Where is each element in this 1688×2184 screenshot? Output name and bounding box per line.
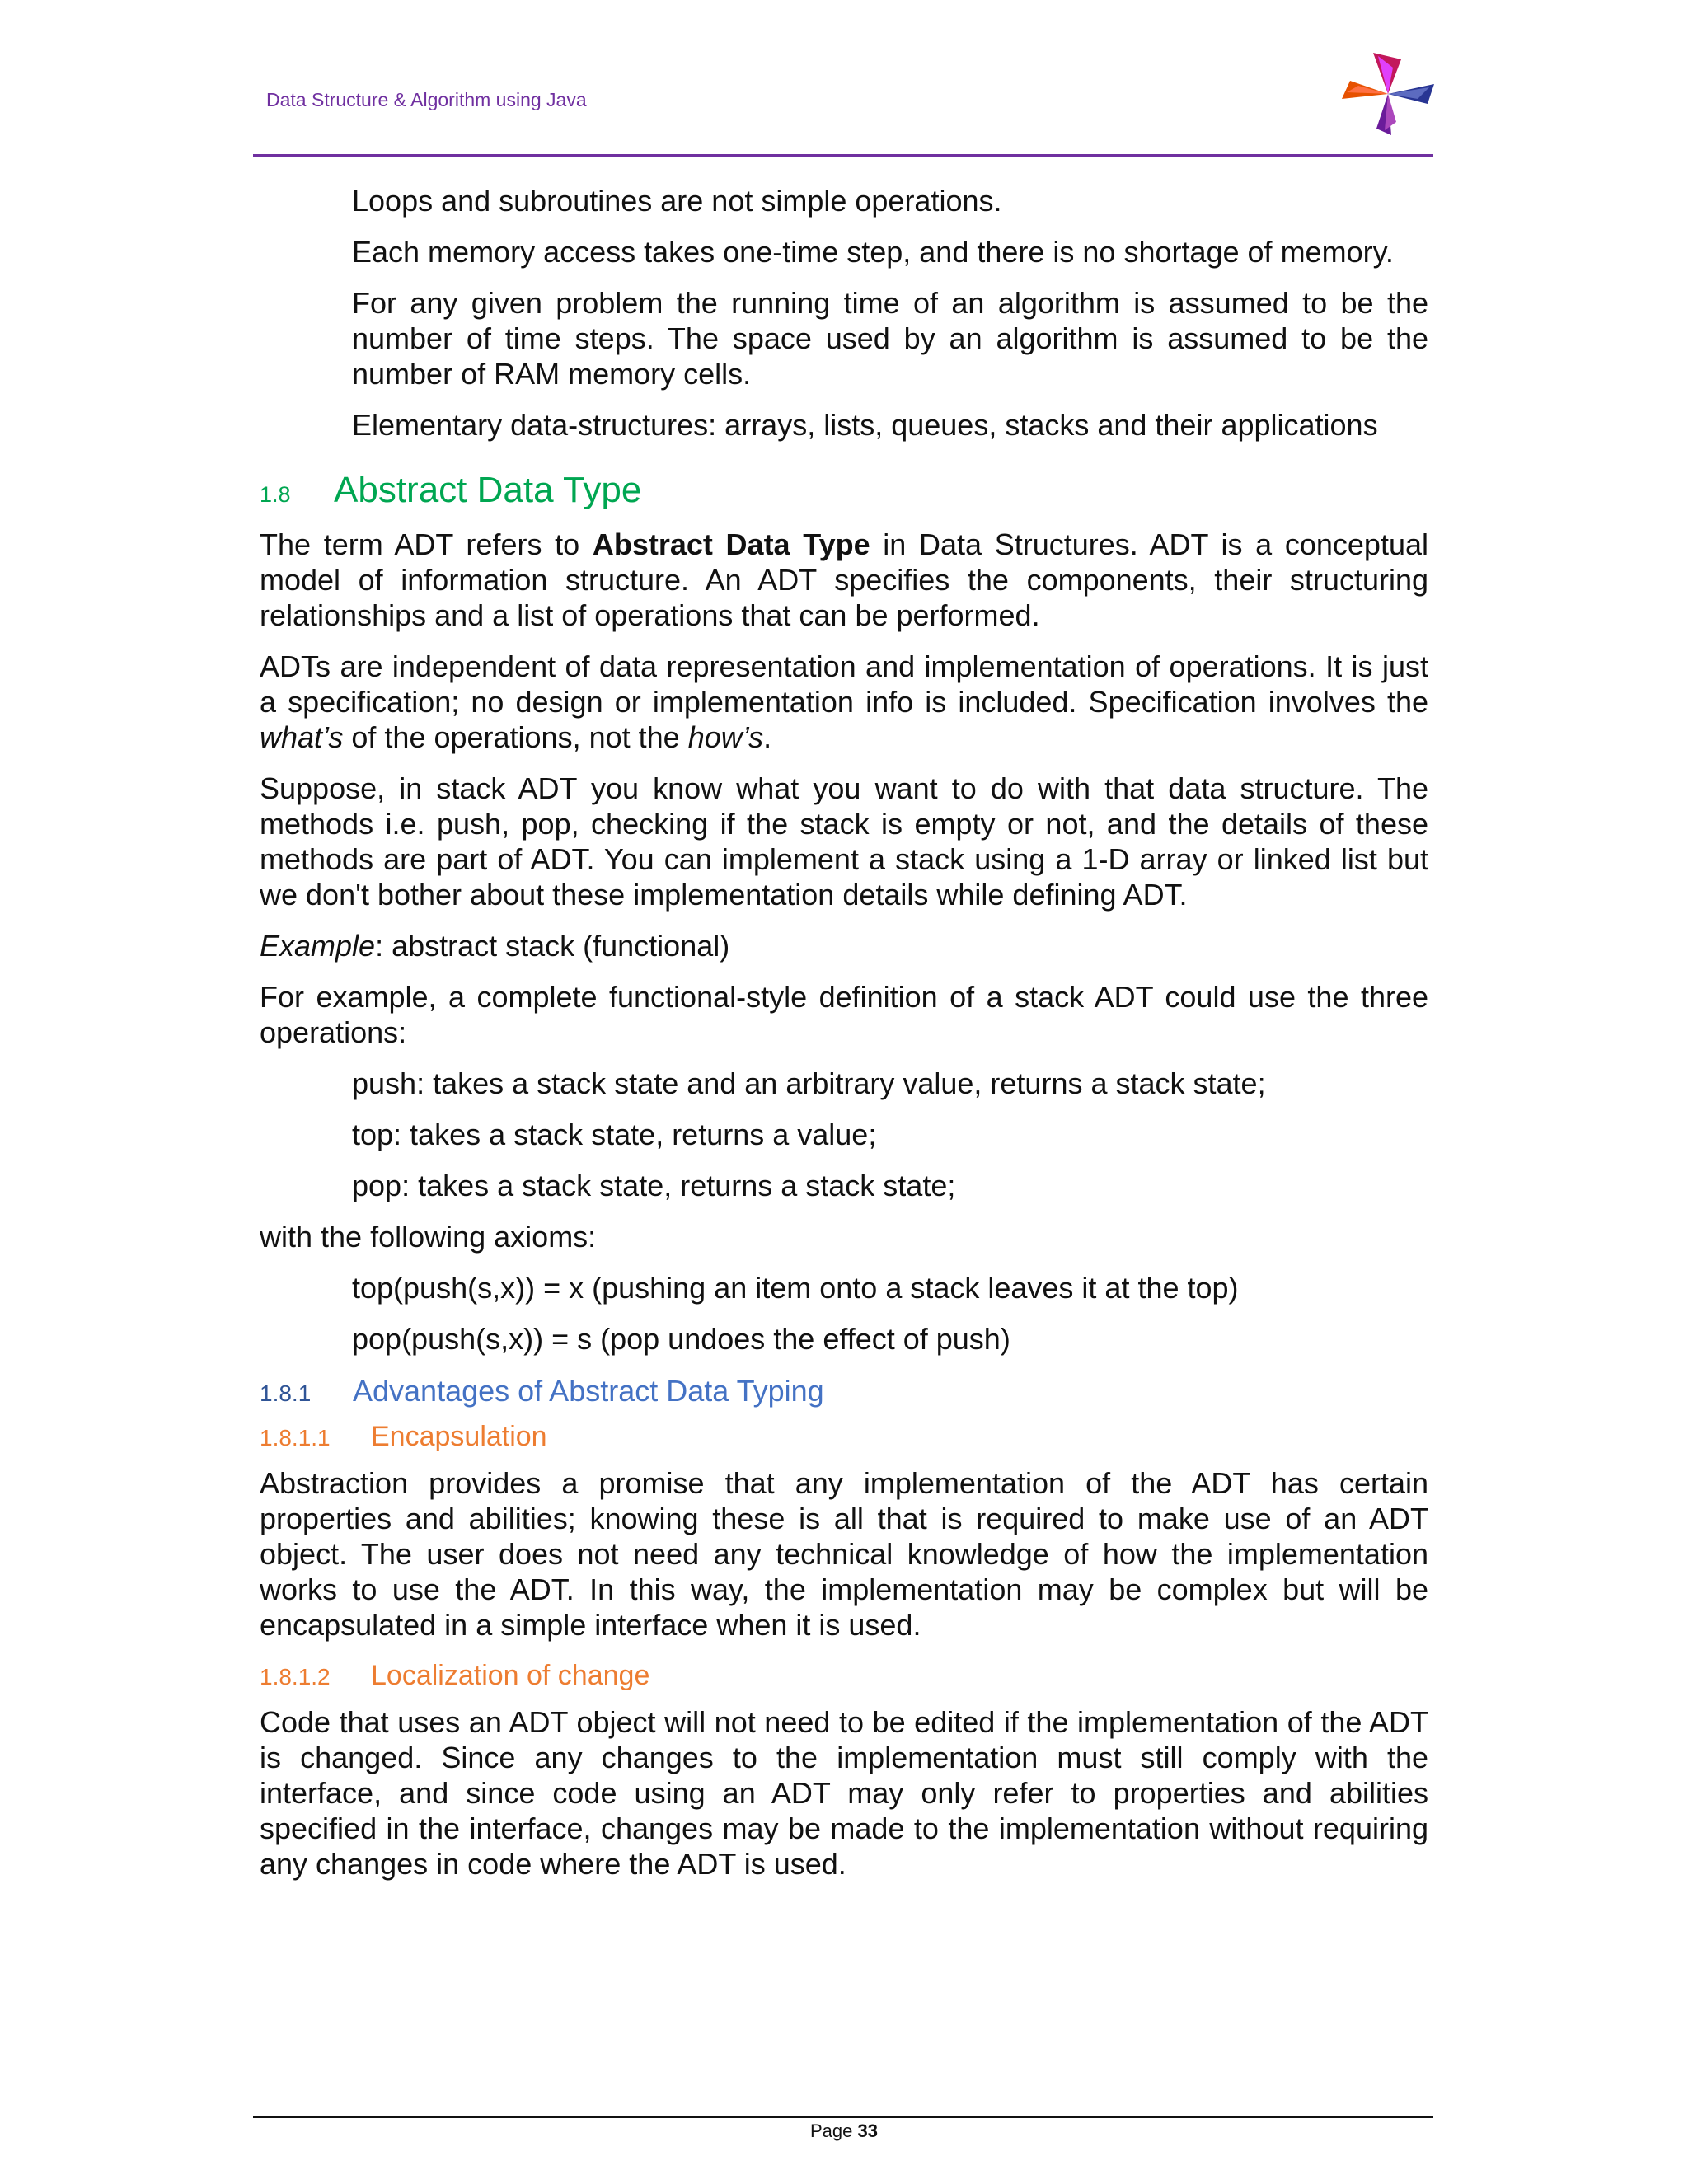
paragraph-stack-adt: Suppose, in stack ADT you know what you want to do with that data structure. The methods i.e. push, pop, checking if the stack is empty or not, and the details of these methods are part of ADT. You can implement a stack using a 1-D array or linked list but we don't bother about these implementation details while defining ADT. [260, 771, 1428, 912]
axiom-item: top(push(s,x)) = x (pushing an item onto a stack leaves it at the top) [352, 1271, 1239, 1305]
header-rule [253, 154, 1433, 157]
subsection-heading [260, 1373, 1428, 1411]
subsubsection-heading [260, 1658, 1428, 1694]
running-header-title: Data Structure & Algorithm using Java [266, 89, 587, 110]
subsubsection-title: Encapsulation [371, 1421, 547, 1452]
paragraph-adt-independence: ADTs are independent of data representation and implementation of operations. It is just a specification; no design or implementation info is included. Specification involves the what’s of the operations, not the how’s. [260, 649, 1428, 754]
operation-item: top: takes a stack state, returns a value; [352, 1118, 877, 1151]
page-body [260, 183, 1428, 1897]
subsubsection-title: Localization of change [371, 1660, 650, 1691]
operation-item: pop: takes a stack state, returns a stack state; [352, 1169, 956, 1202]
intro-item: Loops and subroutines are not simple operations. [352, 184, 1002, 218]
example-line: Example: abstract stack (functional) [260, 929, 730, 963]
subsubsection-number: 1.8.1.1 [260, 1425, 331, 1451]
paragraph-adt-definition: The term ADT refers to Abstract Data Type in Data Structures. ADT is a conceptual model of information structure. An ADT specifies the components, their structuring relationships and a list of operations that can be performed. [260, 527, 1428, 632]
intro-item: Elementary data-structures: arrays, lists, queues, stacks and their applications [352, 408, 1378, 442]
intro-item: Each memory access takes one-time step, and there is no shortage of memory. [352, 235, 1394, 269]
bold-term: Abstract Data Type [592, 527, 870, 561]
publisher-logo-icon [1342, 53, 1434, 135]
footer-rule [253, 2116, 1433, 2118]
page-label: Page [810, 2121, 853, 2141]
section-number: 1.8 [260, 482, 291, 507]
subsection-title: Advantages of Abstract Data Typing [353, 1374, 824, 1408]
subsection-number: 1.8.1 [260, 1380, 312, 1406]
page-footer [0, 2121, 1688, 2142]
section-title: Abstract Data Type [334, 470, 642, 510]
subsubsection-number: 1.8.1.2 [260, 1664, 331, 1690]
subsubsection-heading [260, 1419, 1428, 1455]
section-heading [260, 472, 1428, 513]
paragraph-localization: Code that uses an ADT object will not need to be edited if the implementation of the ADT is changed. Since any changes to the implementation must still comply with the interface, and since code using an ADT may only refer to properties and abilities specified in the interface, changes may be made to the implementation without requiring any changes in code where the ADT is used. [260, 1705, 1428, 1881]
page-number: 33 [857, 2121, 878, 2141]
axiom-item: pop(push(s,x)) = s (pop undoes the effect of push) [352, 1322, 1010, 1356]
paragraph-functional-definition: For example, a complete functional-style definition of a stack ADT could use the three operations: [260, 980, 1428, 1049]
paragraph-encapsulation: Abstraction provides a promise that any implementation of the ADT has certain properties and abilities; knowing these is all that is required to make use of an ADT object. The user does not need any technical knowledge of how the implementation works to use the ADT. In this way, the implementation may be complex but will be encapsulated in a simple interface when it is used. [260, 1466, 1428, 1642]
axioms-intro: with the following axioms: [260, 1220, 597, 1254]
intro-item: For any given problem the running time of an algorithm is assumed to be the number of time steps. The space used by an algorithm is assumed to be the number of RAM memory cells. [352, 286, 1428, 391]
operation-item: push: takes a stack state and an arbitrary value, returns a stack state; [352, 1066, 1266, 1100]
